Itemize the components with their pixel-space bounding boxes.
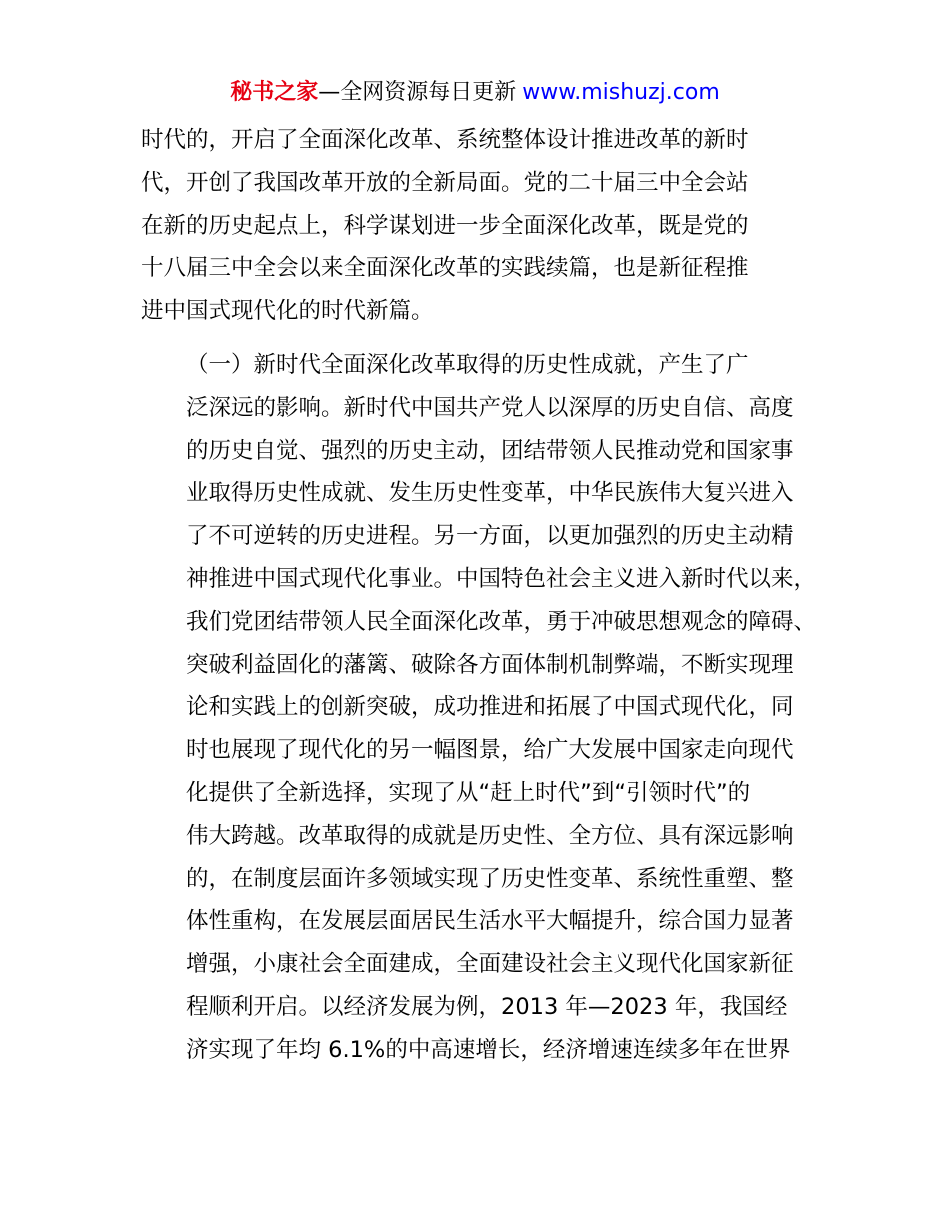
text-line: 代，开创了我国改革开放的全新局面。党的二十届三中全会站 <box>141 169 749 196</box>
text-line: 泛深远的影响。新时代中国共产党人以深厚的历史自信、高度 <box>186 394 794 421</box>
paragraph-1 <box>141 119 831 333</box>
site-url-link[interactable]: www.mishuzj.com <box>522 80 720 105</box>
text-line: 我们党团结带领人民全面深化改革，勇于冲破思想观念的障碍、 <box>186 608 817 635</box>
text-line: 在新的历史起点上，科学谋划进一步全面深化改革，既是党的 <box>141 212 749 239</box>
paragraph-2 <box>141 344 831 1072</box>
text-line: 济实现了年均 6.1%的中高速增长，经济增速连续多年在世界 <box>186 1036 791 1063</box>
text-line: 增强，小康社会全面建成，全面建设社会主义现代化国家新征 <box>186 951 794 978</box>
text-line: （一）新时代全面深化改革取得的历史性成就，产生了广 <box>186 351 749 378</box>
document-body <box>141 119 831 1072</box>
text-line: 业取得历史性成就、发生历史性变革，中华民族伟大复兴进入 <box>186 480 794 507</box>
text-line: 体性重构，在发展层面居民生活水平大幅提升，综合国力显著 <box>186 908 794 935</box>
header-tagline: —全网资源每日更新 <box>318 80 517 105</box>
text-line: 的历史自觉、强烈的历史主动，团结带领人民推动党和国家事 <box>186 437 794 464</box>
text-line: 了不可逆转的历史进程。另一方面，以更加强烈的历史主动精 <box>186 523 794 550</box>
text-line: 进中国式现代化的时代新篇。 <box>141 298 434 325</box>
page-header <box>0 76 950 110</box>
text-line: 时也展现了现代化的另一幅图景，给广大发展中国家走向现代 <box>186 737 794 764</box>
text-line: 时代的，开启了全面深化改革、系统整体设计推进改革的新时 <box>141 127 749 153</box>
brand-name: 秘书之家 <box>230 80 319 105</box>
text-line: 化提供了全新选择，实现了从“赶上时代”到“引领时代”的 <box>186 779 751 806</box>
text-line: 十八届三中全会以来全面深化改革的实践续篇，也是新征程推 <box>141 255 749 282</box>
text-line: 神推进中国式现代化事业。中国特色社会主义进入新时代以来， <box>186 565 817 592</box>
text-line: 的，在制度层面许多领域实现了历史性变革、系统性重塑、整 <box>186 865 794 892</box>
text-line: 伟大跨越。改革取得的成就是历史性、全方位、具有深远影响 <box>186 822 794 849</box>
text-line: 突破利益固化的藩篱、破除各方面体制机制弊端，不断实现理 <box>186 651 794 678</box>
text-line: 论和实践上的创新突破，成功推进和拓展了中国式现代化，同 <box>186 694 794 721</box>
text-line: 程顺利开启。以经济发展为例，2013 年—2023 年，我国经 <box>186 993 788 1020</box>
